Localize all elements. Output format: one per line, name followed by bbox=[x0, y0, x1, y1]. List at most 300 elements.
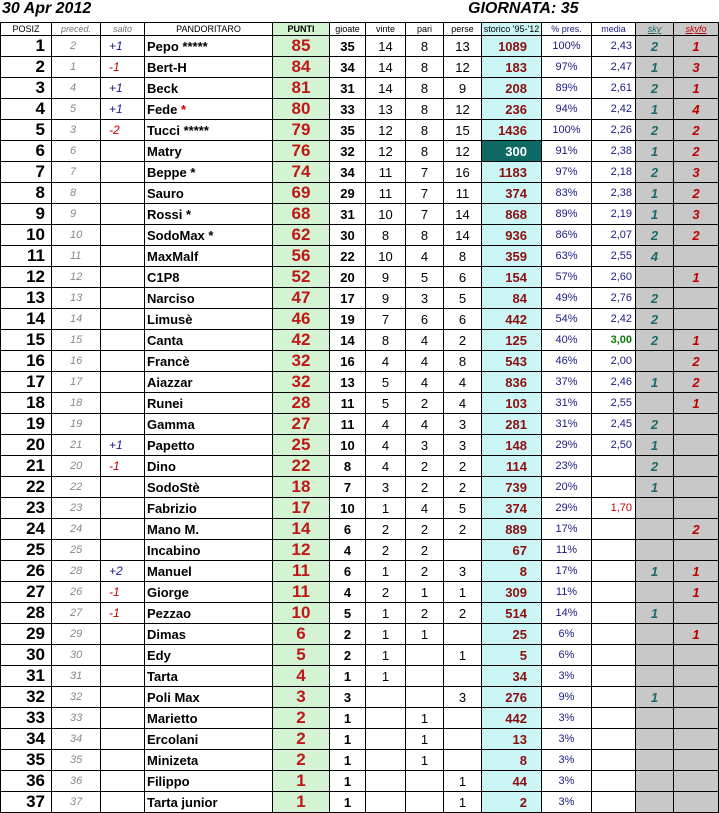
star-marker: * bbox=[180, 101, 187, 117]
rank-change-cell bbox=[101, 225, 145, 246]
previous-rank-cell: 16 bbox=[52, 351, 101, 372]
rank-cell: 35 bbox=[1, 750, 52, 771]
rank-cell: 22 bbox=[1, 477, 52, 498]
table-row bbox=[1, 750, 719, 771]
average-cell: 2,60 bbox=[592, 267, 636, 288]
skyfo-cell bbox=[674, 498, 719, 519]
played-cell: 22 bbox=[330, 246, 366, 267]
historic-cell: 183 bbox=[482, 57, 542, 78]
wins-cell: 1 bbox=[366, 603, 406, 624]
played-cell: 30 bbox=[330, 225, 366, 246]
played-cell: 10 bbox=[330, 435, 366, 456]
player-name-cell bbox=[145, 267, 273, 288]
wins-cell: 8 bbox=[366, 330, 406, 351]
sky-cell: 2 bbox=[636, 456, 674, 477]
losses-cell: 12 bbox=[444, 141, 482, 162]
wins-cell: 1 bbox=[366, 561, 406, 582]
rank-cell: 21 bbox=[1, 456, 52, 477]
player-name: Narciso bbox=[147, 290, 195, 306]
rank-cell: 24 bbox=[1, 519, 52, 540]
presence-cell: 3% bbox=[542, 666, 592, 687]
wins-cell: 1 bbox=[366, 645, 406, 666]
average-cell: 2,38 bbox=[592, 141, 636, 162]
presence-cell: 3% bbox=[542, 792, 592, 813]
played-cell: 3 bbox=[330, 687, 366, 708]
player-name-cell bbox=[145, 750, 273, 771]
previous-rank-cell: 11 bbox=[52, 246, 101, 267]
rank-cell: 26 bbox=[1, 561, 52, 582]
previous-rank-cell: 26 bbox=[52, 582, 101, 603]
losses-cell: 3 bbox=[444, 435, 482, 456]
rank-change-cell bbox=[101, 477, 145, 498]
points-cell: 47 bbox=[273, 288, 330, 309]
sky-cell bbox=[636, 792, 674, 813]
average-cell: 2,43 bbox=[592, 36, 636, 57]
table-row bbox=[1, 477, 719, 498]
rank-cell: 14 bbox=[1, 309, 52, 330]
rank-cell: 20 bbox=[1, 435, 52, 456]
rank-change-cell bbox=[101, 498, 145, 519]
player-name: Aiazzar bbox=[147, 374, 193, 390]
skyfo-cell bbox=[674, 477, 719, 498]
skyfo-cell: 1 bbox=[674, 36, 719, 57]
losses-cell: 2 bbox=[444, 519, 482, 540]
table-row bbox=[1, 99, 719, 120]
skyfo-cell bbox=[674, 288, 719, 309]
presence-cell: 31% bbox=[542, 393, 592, 414]
previous-rank-cell: 31 bbox=[52, 666, 101, 687]
average-cell bbox=[592, 771, 636, 792]
historic-cell: 936 bbox=[482, 225, 542, 246]
rank-cell: 17 bbox=[1, 372, 52, 393]
sky-cell: 2 bbox=[636, 288, 674, 309]
draws-cell: 2 bbox=[406, 393, 444, 414]
player-name: Tucci ***** bbox=[147, 122, 209, 138]
losses-cell: 4 bbox=[444, 393, 482, 414]
rank-change-cell: -1 bbox=[101, 603, 145, 624]
previous-rank-cell: 3 bbox=[52, 120, 101, 141]
rank-cell: 13 bbox=[1, 288, 52, 309]
previous-rank-cell: 15 bbox=[52, 330, 101, 351]
losses-cell: 1 bbox=[444, 645, 482, 666]
historic-cell: 44 bbox=[482, 771, 542, 792]
presence-cell: 54% bbox=[542, 309, 592, 330]
player-name: Minizeta bbox=[147, 752, 199, 768]
table-row bbox=[1, 393, 719, 414]
previous-rank-cell: 23 bbox=[52, 498, 101, 519]
sky-cell: 2 bbox=[636, 225, 674, 246]
draws-cell: 7 bbox=[406, 183, 444, 204]
draws-cell bbox=[406, 792, 444, 813]
losses-cell: 3 bbox=[444, 561, 482, 582]
rank-cell: 9 bbox=[1, 204, 52, 225]
historic-cell: 1089 bbox=[482, 36, 542, 57]
table-row bbox=[1, 36, 719, 57]
wins-cell bbox=[366, 687, 406, 708]
played-cell: 6 bbox=[330, 519, 366, 540]
points-cell: 74 bbox=[273, 162, 330, 183]
skyfo-cell bbox=[674, 309, 719, 330]
player-name-cell bbox=[145, 246, 273, 267]
player-name: Pezzao bbox=[147, 605, 192, 621]
wins-cell: 8 bbox=[366, 225, 406, 246]
losses-cell bbox=[444, 624, 482, 645]
historic-cell: 739 bbox=[482, 477, 542, 498]
presence-cell: 97% bbox=[542, 162, 592, 183]
wins-cell: 12 bbox=[366, 120, 406, 141]
points-cell: 1 bbox=[273, 792, 330, 813]
rank-change-cell: +1 bbox=[101, 78, 145, 99]
skyfo-cell: 2 bbox=[674, 225, 719, 246]
draws-cell: 8 bbox=[406, 120, 444, 141]
rank-cell: 25 bbox=[1, 540, 52, 561]
sky-cell: 2 bbox=[636, 120, 674, 141]
average-cell: 2,47 bbox=[592, 57, 636, 78]
sky-cell: 1 bbox=[636, 99, 674, 120]
draws-cell: 4 bbox=[406, 351, 444, 372]
col-header-pari: pari bbox=[406, 23, 444, 36]
points-cell: 14 bbox=[273, 519, 330, 540]
rank-change-cell bbox=[101, 708, 145, 729]
sky-cell: 1 bbox=[636, 687, 674, 708]
presence-cell: 3% bbox=[542, 729, 592, 750]
played-cell: 8 bbox=[330, 456, 366, 477]
points-cell: 80 bbox=[273, 99, 330, 120]
skyfo-cell: 2 bbox=[674, 183, 719, 204]
wins-cell: 3 bbox=[366, 477, 406, 498]
rank-cell: 3 bbox=[1, 78, 52, 99]
presence-cell: 17% bbox=[542, 519, 592, 540]
average-cell bbox=[592, 561, 636, 582]
previous-rank-cell: 17 bbox=[52, 372, 101, 393]
losses-cell: 1 bbox=[444, 792, 482, 813]
presence-cell: 3% bbox=[542, 708, 592, 729]
average-cell: 2,18 bbox=[592, 162, 636, 183]
rank-cell: 6 bbox=[1, 141, 52, 162]
points-cell: 17 bbox=[273, 498, 330, 519]
skyfo-cell bbox=[674, 771, 719, 792]
sky-cell bbox=[636, 771, 674, 792]
sky-cell: 4 bbox=[636, 246, 674, 267]
wins-cell: 13 bbox=[366, 99, 406, 120]
losses-cell: 5 bbox=[444, 288, 482, 309]
rank-change-cell: +2 bbox=[101, 561, 145, 582]
wins-cell: 10 bbox=[366, 204, 406, 225]
rank-change-cell bbox=[101, 792, 145, 813]
average-cell bbox=[592, 750, 636, 771]
sky-cell bbox=[636, 645, 674, 666]
player-name: Marietto bbox=[147, 710, 198, 726]
rank-cell: 32 bbox=[1, 687, 52, 708]
table-row bbox=[1, 708, 719, 729]
wins-cell: 5 bbox=[366, 372, 406, 393]
round-label: GIORNATA: 35 bbox=[468, 0, 579, 17]
skyfo-cell: 1 bbox=[674, 267, 719, 288]
sky-cell: 2 bbox=[636, 78, 674, 99]
draws-cell: 1 bbox=[406, 729, 444, 750]
rank-cell: 1 bbox=[1, 36, 52, 57]
table-row bbox=[1, 372, 719, 393]
losses-cell: 2 bbox=[444, 603, 482, 624]
rank-change-cell bbox=[101, 330, 145, 351]
player-name-cell bbox=[145, 183, 273, 204]
points-cell: 52 bbox=[273, 267, 330, 288]
losses-cell bbox=[444, 666, 482, 687]
rank-change-cell bbox=[101, 750, 145, 771]
previous-rank-cell: 34 bbox=[52, 729, 101, 750]
table-row bbox=[1, 603, 719, 624]
player-name-cell bbox=[145, 351, 273, 372]
average-cell bbox=[592, 708, 636, 729]
skyfo-cell bbox=[674, 246, 719, 267]
player-name: Poli Max bbox=[147, 689, 200, 705]
losses-cell: 3 bbox=[444, 687, 482, 708]
presence-cell: 89% bbox=[542, 78, 592, 99]
player-name: Giorge bbox=[147, 584, 189, 600]
player-name-cell bbox=[145, 687, 273, 708]
played-cell: 32 bbox=[330, 141, 366, 162]
previous-rank-cell: 30 bbox=[52, 645, 101, 666]
sky-cell bbox=[636, 267, 674, 288]
average-cell: 2,55 bbox=[592, 393, 636, 414]
table-row bbox=[1, 183, 719, 204]
col-header-vinte: vinte bbox=[366, 23, 406, 36]
player-name: Incabino bbox=[147, 542, 201, 558]
table-row bbox=[1, 435, 719, 456]
player-name: Limusè bbox=[147, 311, 193, 327]
table-row bbox=[1, 792, 719, 813]
table-row bbox=[1, 204, 719, 225]
table-row bbox=[1, 225, 719, 246]
presence-cell: 97% bbox=[542, 57, 592, 78]
player-name: SodoMax * bbox=[147, 227, 214, 243]
player-name-cell bbox=[145, 666, 273, 687]
points-cell: 25 bbox=[273, 435, 330, 456]
historic-cell: 114 bbox=[482, 456, 542, 477]
col-header-sky: sky bbox=[636, 23, 674, 36]
table-row bbox=[1, 309, 719, 330]
rank-cell: 34 bbox=[1, 729, 52, 750]
rank-cell: 27 bbox=[1, 582, 52, 603]
points-cell: 81 bbox=[273, 78, 330, 99]
draws-cell bbox=[406, 771, 444, 792]
losses-cell bbox=[444, 729, 482, 750]
rank-change-cell bbox=[101, 519, 145, 540]
draws-cell: 8 bbox=[406, 78, 444, 99]
sky-cell: 2 bbox=[636, 162, 674, 183]
historic-cell: 103 bbox=[482, 393, 542, 414]
wins-cell: 4 bbox=[366, 351, 406, 372]
played-cell: 33 bbox=[330, 99, 366, 120]
points-cell: 4 bbox=[273, 666, 330, 687]
player-name-cell bbox=[145, 645, 273, 666]
rank-change-cell bbox=[101, 267, 145, 288]
skyfo-cell: 2 bbox=[674, 141, 719, 162]
average-cell bbox=[592, 540, 636, 561]
skyfo-cell bbox=[674, 687, 719, 708]
report-date: 30 Apr 2012 bbox=[2, 0, 92, 17]
points-cell: 32 bbox=[273, 372, 330, 393]
average-cell: 2,45 bbox=[592, 414, 636, 435]
rank-change-cell bbox=[101, 351, 145, 372]
draws-cell: 4 bbox=[406, 372, 444, 393]
sky-cell: 1 bbox=[636, 561, 674, 582]
player-name: Filippo bbox=[147, 773, 190, 789]
rank-change-cell bbox=[101, 372, 145, 393]
points-cell: 1 bbox=[273, 771, 330, 792]
previous-rank-cell: 12 bbox=[52, 267, 101, 288]
presence-cell: 31% bbox=[542, 414, 592, 435]
historic-cell: 84 bbox=[482, 288, 542, 309]
previous-rank-cell: 13 bbox=[52, 288, 101, 309]
draws-cell: 8 bbox=[406, 225, 444, 246]
wins-cell: 2 bbox=[366, 582, 406, 603]
points-cell: 2 bbox=[273, 729, 330, 750]
player-name-cell bbox=[145, 78, 273, 99]
played-cell: 7 bbox=[330, 477, 366, 498]
player-name-cell bbox=[145, 162, 273, 183]
previous-rank-cell: 1 bbox=[52, 57, 101, 78]
average-cell bbox=[592, 792, 636, 813]
col-header-punti: PUNTI bbox=[273, 23, 330, 36]
skyfo-cell bbox=[674, 435, 719, 456]
wins-cell: 7 bbox=[366, 309, 406, 330]
points-cell: 68 bbox=[273, 204, 330, 225]
average-cell: 2,42 bbox=[592, 309, 636, 330]
presence-cell: 86% bbox=[542, 225, 592, 246]
player-name-cell bbox=[145, 120, 273, 141]
skyfo-cell bbox=[674, 666, 719, 687]
points-cell: 27 bbox=[273, 414, 330, 435]
player-name: Tarta junior bbox=[147, 794, 218, 810]
draws-cell: 3 bbox=[406, 435, 444, 456]
wins-cell: 11 bbox=[366, 183, 406, 204]
rank-cell: 7 bbox=[1, 162, 52, 183]
player-name-cell bbox=[145, 498, 273, 519]
wins-cell: 14 bbox=[366, 57, 406, 78]
wins-cell: 14 bbox=[366, 78, 406, 99]
table-row bbox=[1, 267, 719, 288]
draws-cell: 2 bbox=[406, 561, 444, 582]
player-name-cell bbox=[145, 540, 273, 561]
player-name-cell bbox=[145, 729, 273, 750]
skyfo-cell bbox=[674, 414, 719, 435]
losses-cell: 16 bbox=[444, 162, 482, 183]
skyfo-cell bbox=[674, 708, 719, 729]
rank-cell: 12 bbox=[1, 267, 52, 288]
skyfo-cell: 2 bbox=[674, 372, 719, 393]
sky-cell: 2 bbox=[636, 36, 674, 57]
average-cell bbox=[592, 666, 636, 687]
sky-cell bbox=[636, 498, 674, 519]
table-row bbox=[1, 288, 719, 309]
col-header-name: PANDORITARO bbox=[145, 23, 273, 36]
presence-cell: 11% bbox=[542, 582, 592, 603]
losses-cell: 2 bbox=[444, 477, 482, 498]
sky-cell: 1 bbox=[636, 372, 674, 393]
losses-cell: 1 bbox=[444, 771, 482, 792]
previous-rank-cell: 29 bbox=[52, 624, 101, 645]
rank-change-cell bbox=[101, 204, 145, 225]
losses-cell: 2 bbox=[444, 456, 482, 477]
rank-cell: 29 bbox=[1, 624, 52, 645]
presence-cell: 83% bbox=[542, 183, 592, 204]
rank-cell: 4 bbox=[1, 99, 52, 120]
played-cell: 29 bbox=[330, 183, 366, 204]
sky-cell: 1 bbox=[636, 477, 674, 498]
played-cell: 35 bbox=[330, 120, 366, 141]
draws-cell: 5 bbox=[406, 267, 444, 288]
col-header-pres: % pres. bbox=[542, 23, 592, 36]
wins-cell bbox=[366, 771, 406, 792]
played-cell: 34 bbox=[330, 162, 366, 183]
rank-change-cell bbox=[101, 540, 145, 561]
rank-change-cell bbox=[101, 141, 145, 162]
wins-cell: 12 bbox=[366, 141, 406, 162]
historic-cell: 148 bbox=[482, 435, 542, 456]
losses-cell: 2 bbox=[444, 330, 482, 351]
played-cell: 31 bbox=[330, 78, 366, 99]
losses-cell bbox=[444, 708, 482, 729]
presence-cell: 46% bbox=[542, 351, 592, 372]
played-cell: 16 bbox=[330, 351, 366, 372]
player-name-cell bbox=[145, 141, 273, 162]
played-cell: 11 bbox=[330, 414, 366, 435]
skyfo-cell: 1 bbox=[674, 78, 719, 99]
previous-rank-cell: 32 bbox=[52, 687, 101, 708]
table-row bbox=[1, 120, 719, 141]
player-name: Rossi * bbox=[147, 206, 192, 222]
wins-cell: 4 bbox=[366, 435, 406, 456]
historic-cell: 5 bbox=[482, 645, 542, 666]
points-cell: 2 bbox=[273, 750, 330, 771]
presence-cell: 17% bbox=[542, 561, 592, 582]
played-cell: 4 bbox=[330, 582, 366, 603]
player-name: Pepo ***** bbox=[147, 38, 208, 54]
previous-rank-cell: 24 bbox=[52, 519, 101, 540]
sky-cell: 2 bbox=[636, 330, 674, 351]
points-cell: 69 bbox=[273, 183, 330, 204]
wins-cell: 5 bbox=[366, 393, 406, 414]
presence-cell: 14% bbox=[542, 603, 592, 624]
previous-rank-cell: 22 bbox=[52, 477, 101, 498]
player-name: Manuel bbox=[147, 563, 192, 579]
previous-rank-cell: 35 bbox=[52, 750, 101, 771]
col-header-gioc: gioate bbox=[330, 23, 366, 36]
presence-cell: 29% bbox=[542, 498, 592, 519]
previous-rank-cell: 2 bbox=[52, 36, 101, 57]
historic-cell: 1183 bbox=[482, 162, 542, 183]
rank-cell: 33 bbox=[1, 708, 52, 729]
sky-cell bbox=[636, 729, 674, 750]
presence-cell: 94% bbox=[542, 99, 592, 120]
table-row bbox=[1, 498, 719, 519]
historic-cell: 276 bbox=[482, 687, 542, 708]
wins-cell: 14 bbox=[366, 36, 406, 57]
sky-cell: 1 bbox=[636, 57, 674, 78]
points-cell: 2 bbox=[273, 708, 330, 729]
table-row bbox=[1, 456, 719, 477]
previous-rank-cell: 27 bbox=[52, 603, 101, 624]
presence-cell: 100% bbox=[542, 120, 592, 141]
played-cell: 4 bbox=[330, 540, 366, 561]
average-cell: 2,50 bbox=[592, 435, 636, 456]
points-cell: 5 bbox=[273, 645, 330, 666]
skyfo-cell bbox=[674, 645, 719, 666]
col-header-perse: perse bbox=[444, 23, 482, 36]
table-row bbox=[1, 414, 719, 435]
historic-cell: 442 bbox=[482, 309, 542, 330]
